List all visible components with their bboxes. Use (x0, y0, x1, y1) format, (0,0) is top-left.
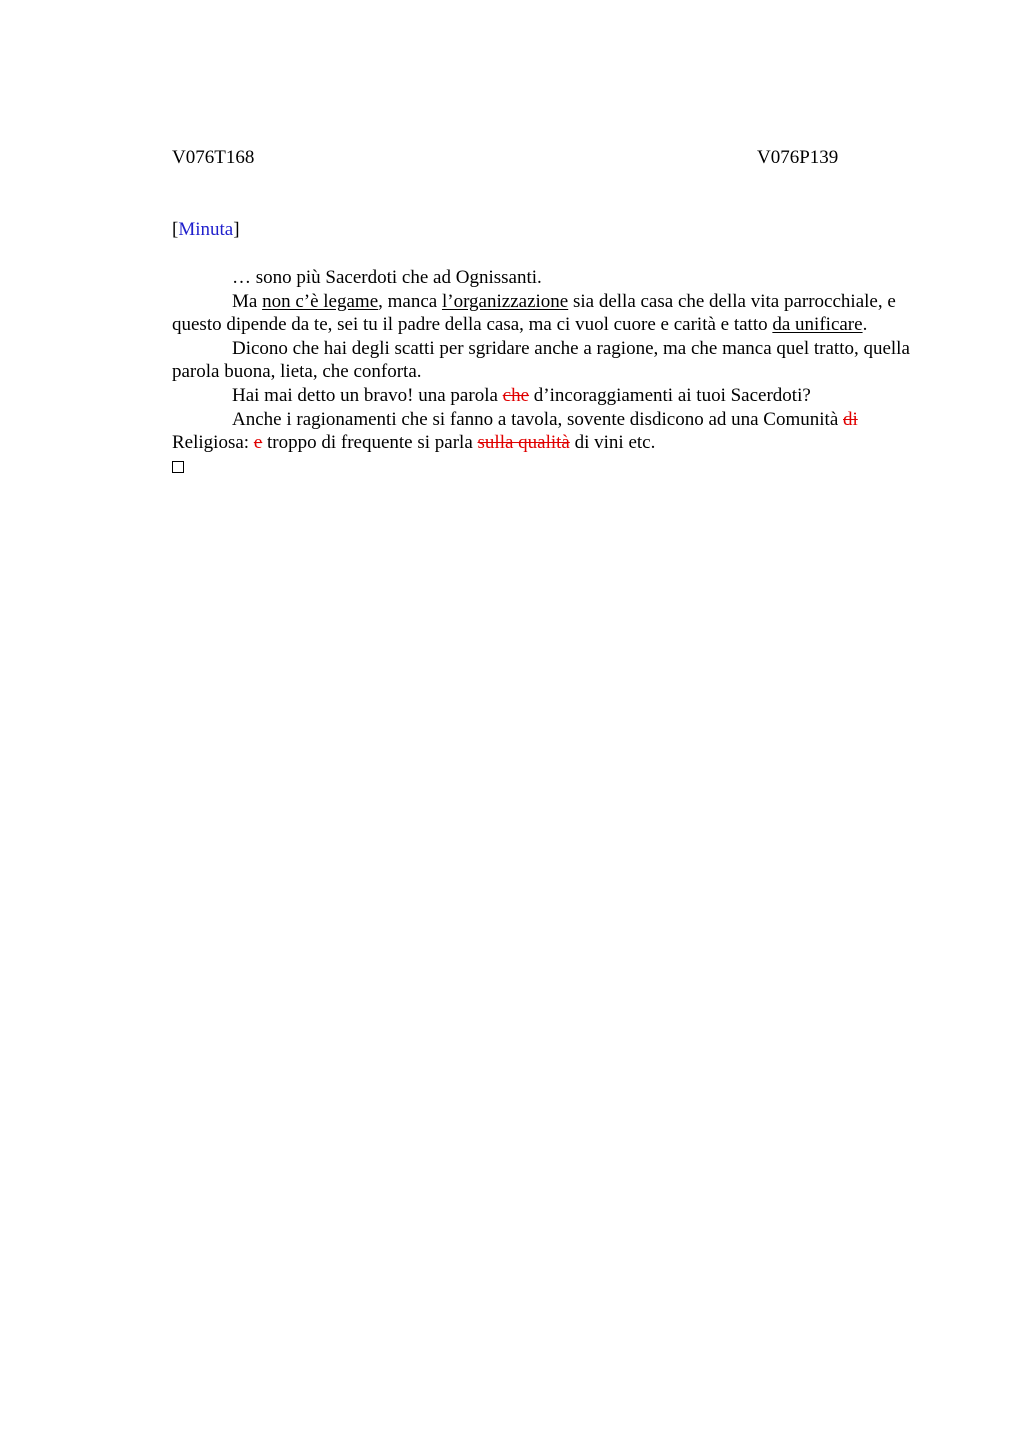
label-close-bracket: ] (233, 219, 240, 240)
empty-square-icon (172, 461, 184, 473)
paragraph-text: . (862, 314, 868, 336)
letter-body (172, 266, 920, 479)
paragraph-text: Anche i ragionamenti che si fanno a tavola, sovente disdicono ad una Comunità (232, 408, 843, 430)
paragraph-3 (172, 337, 920, 384)
paragraph-2 (172, 290, 920, 337)
paragraph-text: … sono più Sacerdoti che ad Ognissanti. (232, 267, 542, 288)
end-mark (172, 455, 920, 480)
label-open-bracket: [ (172, 219, 179, 240)
paragraph-text: Ma (232, 290, 263, 312)
deleted-text: di (843, 408, 858, 430)
deleted-text: e (253, 432, 263, 454)
paragraph-text: di vini etc. (569, 432, 656, 454)
paragraph-1 (172, 266, 920, 290)
paragraph-text: troppo di frequente si parla (262, 432, 478, 454)
paragraph-text: d’incoraggiamenti ai tuoi Sacerdoti? (529, 384, 811, 406)
label-word: Minuta (178, 219, 234, 240)
paragraph-text: Hai mai detto un bravo! una parola (232, 384, 503, 406)
paragraph-text: Dicono che hai degli scatti per sgridare anche a ragione, ma che manca quel tratto, quella parola buona, lieta, che conforta. (172, 337, 910, 383)
deleted-text: che (502, 384, 530, 406)
minuta-label (172, 218, 240, 242)
paragraph-text: , manca (378, 290, 442, 312)
underlined-text: da unificare (772, 314, 863, 336)
paragraph-text: Religiosa: (172, 432, 254, 454)
underlined-text: l’organizzazione (441, 290, 569, 312)
document-code-right: V076P139 (757, 147, 839, 168)
paragraph-5 (172, 408, 920, 455)
paragraph-text: sia della casa che della vita parrocchiale, e questo dipende da te, sei tu il padre della casa, ma ci vuol cuore e carità e tatto (172, 290, 896, 336)
underlined-text: non c’è legame (262, 290, 379, 312)
paragraph-4 (172, 384, 920, 408)
document-code-left: V076T168 (172, 147, 255, 168)
deleted-text: sulla qualità (477, 432, 570, 454)
